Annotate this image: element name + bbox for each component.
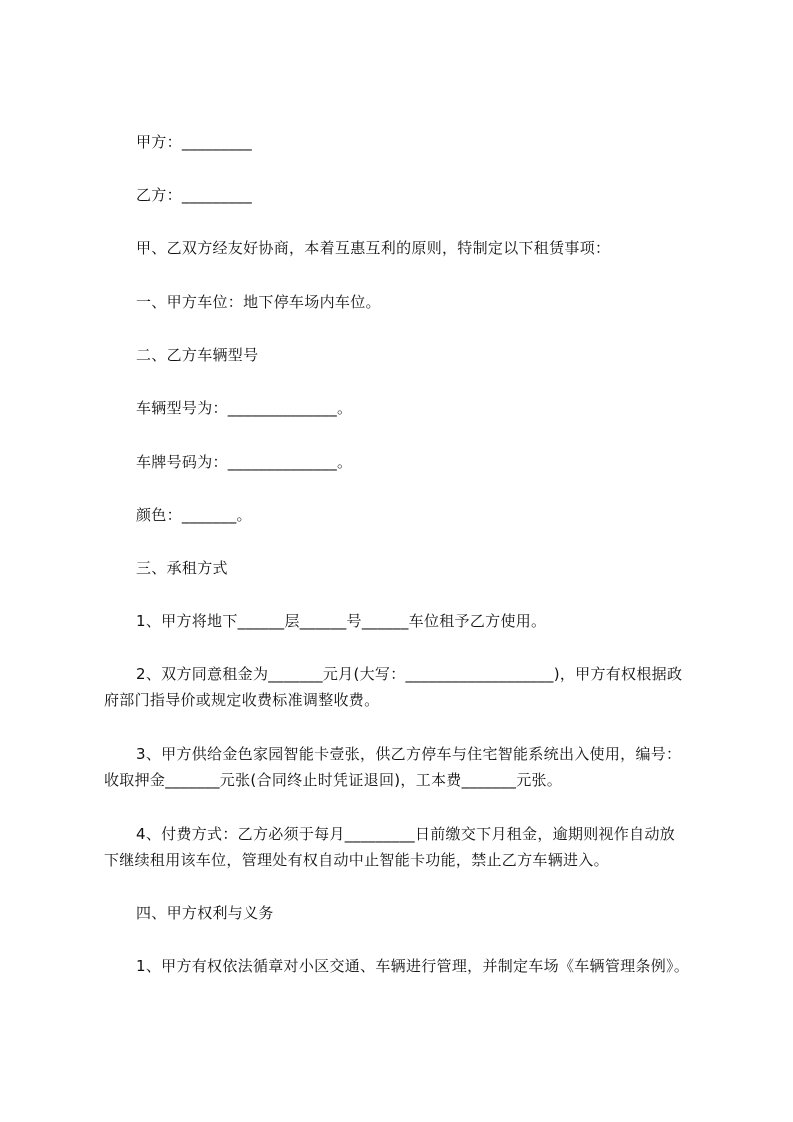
plate-number-line: 车牌号码为：______________。 bbox=[136, 453, 353, 471]
clause-3-4-line-1: 4、付费方式：乙方必须于每月_________日前缴交下月租金，逾期则视作自动放 bbox=[136, 825, 676, 843]
clause-3-4-line-2: 下继续租用该车位，管理处有权自动中止智能卡功能，禁止乙方车辆进入。 bbox=[104, 851, 609, 869]
color-line: 颜色：_______。 bbox=[136, 506, 252, 524]
party-b-line: 乙方：_________ bbox=[136, 186, 253, 204]
vehicle-model-line: 车辆型号为：______________。 bbox=[136, 399, 353, 417]
section-3-heading: 三、承租方式 bbox=[136, 559, 228, 577]
clause-3-3-line-2: 收取押金_______元张(合同终止时凭证退回)，工本费_______元张。 bbox=[104, 771, 563, 789]
clause-3-2-line-2: 府部门指导价或规定收费标准调整收费。 bbox=[104, 691, 380, 709]
clause-3-1: 1、甲方将地下______层______号______车位租予乙方使用。 bbox=[136, 612, 547, 630]
clause-3-3-line-1: 3、甲方供给金色家园智能卡壹张，供乙方停车与住宅智能系统出入使用，编号： bbox=[136, 745, 682, 763]
section-4-heading: 四、甲方权利与义务 bbox=[136, 904, 274, 922]
section-1-heading: 一、甲方车位：地下停车场内车位。 bbox=[136, 293, 381, 311]
party-a-line: 甲方：_________ bbox=[136, 133, 253, 151]
clause-4-1: 1、甲方有权依法循章对小区交通、车辆进行管理，并制定车场《车辆管理条例》。 bbox=[136, 957, 690, 975]
preamble-line: 甲、乙双方经友好协商，本着互惠互利的原则，特制定以下租赁事项： bbox=[136, 239, 611, 257]
section-2-heading: 二、乙方车辆型号 bbox=[136, 346, 259, 364]
clause-3-2-line-1: 2、双方同意租金为_______元月(大写：___________________)，甲方有权根据政 bbox=[136, 665, 683, 683]
